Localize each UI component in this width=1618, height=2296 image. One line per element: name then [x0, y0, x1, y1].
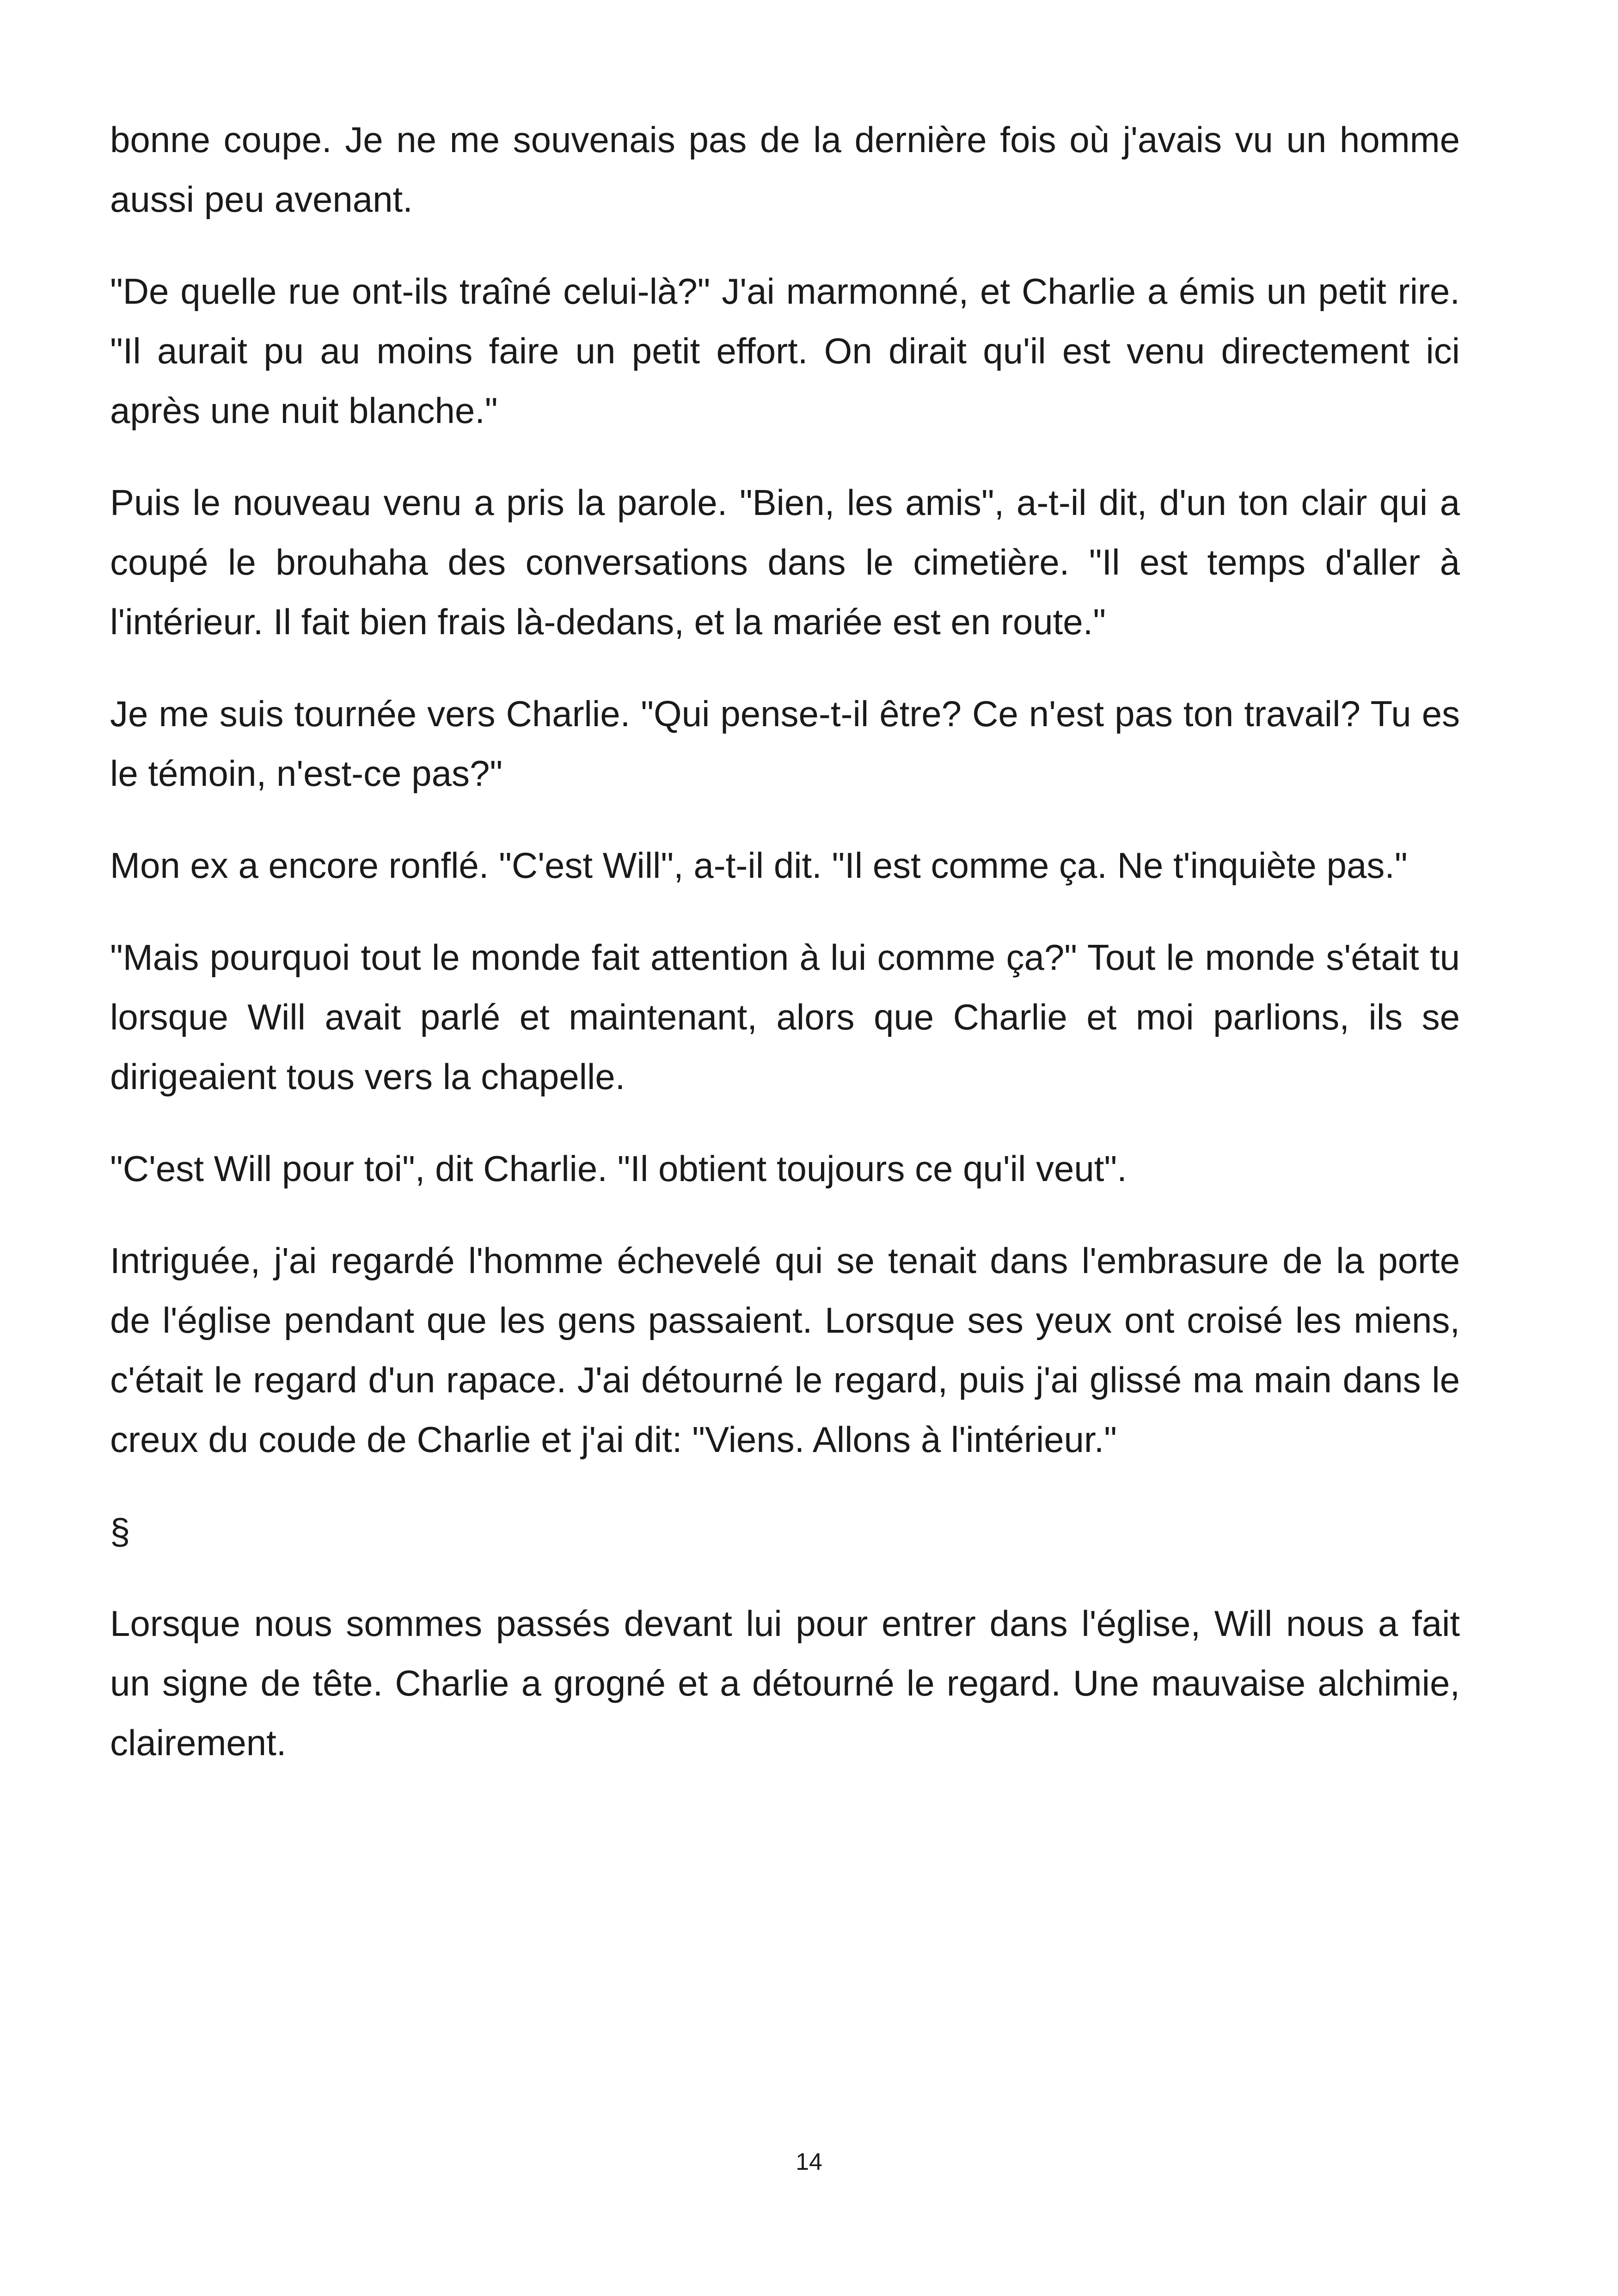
paragraph: "Mais pourquoi tout le monde fait attention à lui comme ça?" Tout le monde s'était tu lorsque Will avait parlé et maintenant, alors que Charlie et moi parlions, ils se dirigeaient tous vers la chapelle. — [110, 937, 1460, 1097]
paragraph: Lorsque nous sommes passés devant lui pour entrer dans l'église, Will nous a fait un signe de tête. Charlie a grogné et a détourné le regard. Une mauvaise alchimie, clairement. — [110, 1603, 1460, 1763]
body-text — [110, 110, 1460, 1805]
paragraph: Puis le nouveau venu a pris la parole. "Bien, les amis", a-t-il dit, d'un ton clair qui a coupé le brouhaha des conversations dans le cimetière. "Il est temps d'aller à l'intérieur. Il fait bien frais là-dedans, et la mariée est en route." — [110, 482, 1460, 642]
paragraph: "De quelle rue ont-ils traîné celui-là?" J'ai marmonné, et Charlie a émis un petit rire. "Il aurait pu au moins faire un petit effort. On dirait qu'il est venu directement ici après une nuit blanche." — [110, 271, 1460, 431]
page-number: 14 — [796, 2149, 822, 2175]
paragraph: bonne coupe. Je ne me souvenais pas de la dernière fois où j'avais vu un homme aussi peu avenant. — [110, 119, 1460, 220]
section-break-mark: § — [110, 1511, 130, 1552]
paragraph: Je me suis tournée vers Charlie. "Qui pense-t-il être? Ce n'est pas ton travail? Tu es le témoin, n'est-ce pas?" — [110, 693, 1460, 794]
paragraph: "C'est Will pour toi", dit Charlie. "Il obtient toujours ce qu'il veut". — [110, 1148, 1127, 1189]
paragraph: Intriguée, j'ai regardé l'homme échevelé qui se tenait dans l'embrasure de la porte de l'église pendant que les gens passaient. Lorsque ses yeux ont croisé les miens, c'était le regard d'un rapace. J'ai détourné le regard, puis j'ai glissé ma main dans le creux du coude de Charlie et j'ai dit: "Viens. Allons à l'intérieur." — [110, 1240, 1460, 1460]
paragraph: Mon ex a encore ronflé. "C'est Will", a-t-il dit. "Il est comme ça. Ne t'inquiète pas." — [110, 845, 1408, 886]
